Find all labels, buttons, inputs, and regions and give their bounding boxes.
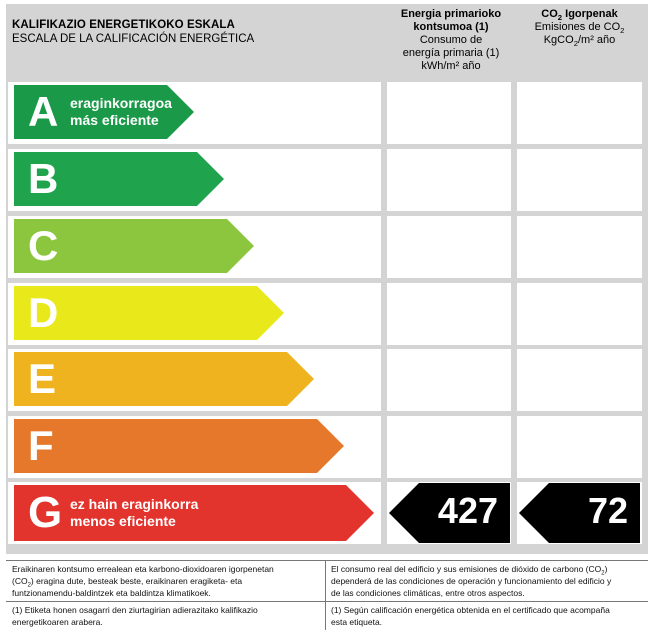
- rating-arrow-a: [14, 85, 194, 139]
- rating-letter-g: G: [28, 488, 63, 537]
- rating-text-g-es: menos eficiente: [70, 513, 176, 529]
- footer-note-es-line3: de las condiciones climáticas, entre otros aspectos.: [331, 588, 525, 598]
- footer-divider-mid: [6, 601, 648, 602]
- co2-title-pre: CO: [541, 8, 558, 20]
- co2-header: [517, 8, 642, 47]
- primary-energy-title-es-2: energía primaria (1): [402, 47, 500, 59]
- co2-cell-f: [517, 416, 642, 478]
- primary-energy-unit: kWh/m² año: [421, 60, 481, 72]
- primary-energy-cell-b: [387, 149, 511, 211]
- co2-unit-post: /m² año: [577, 34, 616, 46]
- co2-cell-e: [517, 349, 642, 411]
- footnote-es-line2: esta etiqueta.: [331, 617, 383, 627]
- footer-note-eu-line1: Eraikinaren kontsumo errealean eta karbono-dioxidoaren igorpenetan: [12, 564, 274, 574]
- footer-note-es-line2: dependerá de las condiciones de operación y funcionamiento del edificio y: [331, 576, 612, 586]
- co2-badge: [519, 483, 640, 543]
- footer-divider-top: [6, 560, 648, 561]
- footnote-eu: [12, 604, 322, 628]
- rating-arrow-g: [14, 485, 374, 541]
- co2-title-post: Igorpenak: [562, 8, 618, 20]
- rating-letter-f: F: [28, 422, 54, 469]
- footnote-eu-line2: energetikoaren arabera.: [12, 617, 103, 627]
- co2-cell-c: [517, 216, 642, 278]
- primary-energy-title-eu-1: Energia primarioko: [400, 8, 502, 20]
- rating-letter-a: A: [28, 88, 59, 135]
- co2-title-es-pre: Emisiones de CO: [534, 21, 621, 33]
- footer-note-eu: [12, 563, 322, 599]
- footer-note-eu-line2-sub: 2: [27, 582, 31, 589]
- primary-energy-title-eu-2: kontsumoa (1): [413, 21, 489, 33]
- co2-title-es-sub: 2: [620, 26, 625, 36]
- footnote-es: [331, 604, 649, 628]
- rating-arrow-f: [14, 419, 344, 473]
- footnote-es-line1: (1) Según calificación energética obtenida en el certificado que acompaña: [331, 605, 610, 615]
- rating-arrow-e: [14, 352, 314, 406]
- rating-letter-b: B: [28, 155, 59, 202]
- primary-energy-cell-c: [387, 216, 511, 278]
- rating-text-a-es: más eficiente: [70, 112, 159, 128]
- primary-energy-header: [386, 8, 516, 73]
- footer-note-es-line1-sub: 2: [601, 570, 605, 577]
- footer-note-eu-line2-post: ) eragina dute, besteak beste, eraikinaren eragiketa- eta: [30, 576, 243, 586]
- footer-note-es-line1-pre: El consumo real del edificio y sus emisiones de dióxido de carbono (CO: [331, 564, 602, 574]
- rating-text-a: [70, 95, 172, 129]
- rating-letter-d: D: [28, 289, 59, 336]
- primary-energy-title-es-1: Consumo de: [419, 34, 483, 46]
- rating-letter-c: C: [28, 222, 59, 269]
- footer-note-es-line1-post: ): [604, 564, 608, 574]
- footer-note-es: [331, 563, 649, 599]
- footer-note-eu-line2-pre: (CO: [12, 576, 28, 586]
- footnote-eu-line1: (1) Etiketa honen osagarri den ziurtagirian adierazitako kalifikazio: [12, 605, 258, 615]
- rating-text-a-eu: eraginkorragoa: [70, 95, 172, 111]
- footer-note-eu-line3: funtzionamendu-baldintzek eta baldintza klimatikoek.: [12, 588, 211, 598]
- co2-title-sub: 2: [557, 13, 563, 23]
- primary-energy-cell-e: [387, 349, 511, 411]
- co2-badge-value: 72: [587, 490, 628, 531]
- rating-arrow-d: [14, 286, 284, 340]
- primary-energy-cell-f: [387, 416, 511, 478]
- rating-arrow-shape-e: [14, 352, 314, 406]
- footer-note-eu-line2: [12, 575, 322, 587]
- footer-divider-vertical: [325, 560, 326, 630]
- rating-arrow-c: [14, 219, 254, 273]
- primary-energy-badge: [389, 483, 510, 543]
- primary-energy-cell-d: [387, 283, 511, 345]
- co2-cell-a: [517, 82, 642, 144]
- rating-arrow-shape-f: [14, 419, 344, 473]
- rating-arrow-b: [14, 152, 224, 206]
- co2-cell-b: [517, 149, 642, 211]
- scale-title-eu: KALIFIKAZIO ENERGETIKOKO ESKALA: [12, 19, 235, 31]
- footer-note-es-line1: [331, 563, 649, 575]
- co2-unit-pre: KgCO: [543, 34, 574, 46]
- co2-cell-d: [517, 283, 642, 345]
- primary-energy-badge-value: 427: [437, 490, 498, 531]
- co2-unit-sub: 2: [573, 39, 578, 49]
- rating-letter-e: E: [28, 355, 57, 402]
- scale-title: [12, 19, 254, 45]
- rating-text-g: [70, 496, 198, 530]
- scale-title-es: ESCALA DE LA CALIFICACIÓN ENERGÉTICA: [12, 33, 255, 45]
- rating-text-g-eu: ez hain eraginkorra: [70, 496, 199, 512]
- primary-energy-cell-a: [387, 82, 511, 144]
